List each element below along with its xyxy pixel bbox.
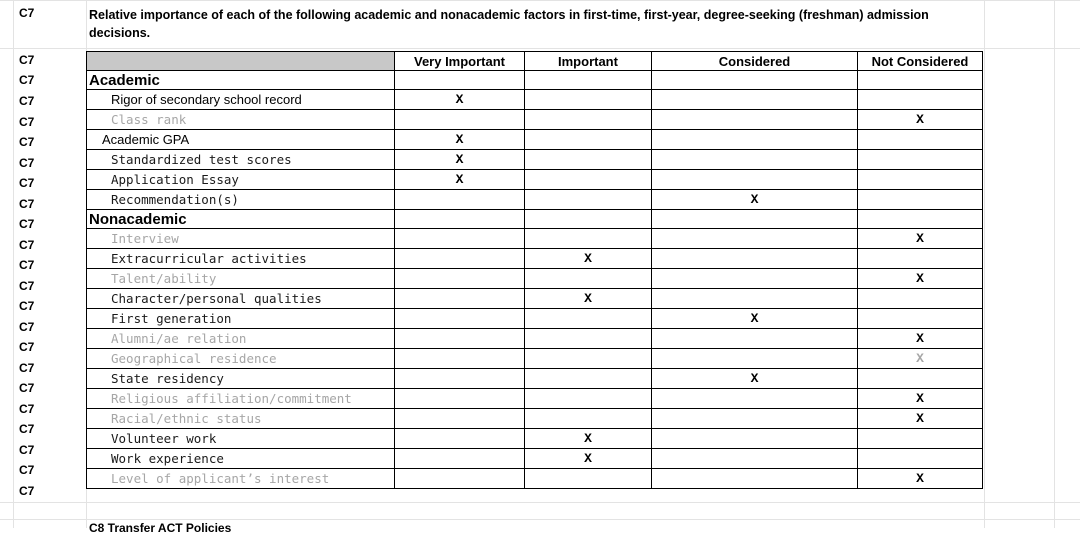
- table-row: [87, 309, 983, 329]
- row-code: C7: [19, 279, 35, 293]
- check-mark: X: [858, 349, 983, 369]
- row-code: C7: [19, 361, 35, 375]
- gridline: [0, 0, 1080, 1]
- row-code: C7: [19, 463, 35, 477]
- check-mark: X: [525, 429, 652, 449]
- row-code: C7: [19, 484, 35, 498]
- factor-label: Talent/ability: [87, 269, 395, 289]
- factor-label: Level of applicant’s interest: [87, 469, 395, 489]
- next-section-title: C8 Transfer ACT Policies: [89, 521, 232, 535]
- gridline: [1054, 0, 1055, 528]
- table-row: [87, 429, 983, 449]
- gridline: [0, 519, 1080, 520]
- check-mark: X: [395, 90, 525, 110]
- gridline: [984, 0, 985, 528]
- table-row: [87, 150, 983, 170]
- table-row: [87, 249, 983, 269]
- table-row: [87, 469, 983, 489]
- check-mark: X: [858, 409, 983, 429]
- check-mark: X: [652, 190, 858, 210]
- column-header-considered: Considered: [652, 52, 858, 71]
- check-mark: X: [858, 329, 983, 349]
- factor-label: Religious affiliation/commitment: [87, 389, 395, 409]
- row-code: C7: [19, 320, 35, 334]
- check-mark: X: [858, 389, 983, 409]
- section-row-academic: [87, 71, 983, 90]
- row-code: C7: [19, 299, 35, 313]
- factor-label: Alumni/ae relation: [87, 329, 395, 349]
- question-title: Relative importance of each of the following academic and nonacademic factors in first-time, first-year, degree-seeking (freshman) admission decisions.: [89, 8, 929, 40]
- row-code: C7: [19, 156, 35, 170]
- check-mark: X: [652, 369, 858, 389]
- check-mark: X: [525, 449, 652, 469]
- check-mark: X: [395, 150, 525, 170]
- table-row: [87, 449, 983, 469]
- factor-label: Racial/ethnic status: [87, 409, 395, 429]
- check-mark: X: [525, 249, 652, 269]
- row-code: C7: [19, 176, 35, 190]
- column-header-very-important: Very Important: [395, 52, 525, 71]
- factor-label: Geographical residence: [87, 349, 395, 369]
- table-row: [87, 409, 983, 429]
- table-row: [87, 329, 983, 349]
- header-blank-cell: [87, 52, 395, 71]
- check-mark: X: [525, 289, 652, 309]
- factor-label: Class rank: [87, 110, 395, 130]
- factor-label: Character/personal qualities: [87, 289, 395, 309]
- check-mark: X: [858, 229, 983, 249]
- check-mark: X: [858, 110, 983, 130]
- section-row-nonacademic: [87, 210, 983, 229]
- table-row: [87, 349, 983, 369]
- row-code: C7: [19, 422, 35, 436]
- factor-label: Academic GPA: [87, 130, 395, 150]
- factor-table: [86, 51, 983, 489]
- gridline: [13, 0, 14, 528]
- column-header-important: Important: [525, 52, 652, 71]
- table-row: [87, 369, 983, 389]
- check-mark: X: [858, 469, 983, 489]
- table-row: [87, 229, 983, 249]
- check-mark: X: [652, 309, 858, 329]
- factor-label: State residency: [87, 369, 395, 389]
- row-code: C7: [19, 258, 35, 272]
- factor-label: Volunteer work: [87, 429, 395, 449]
- row-code: C7: [19, 217, 35, 231]
- row-code: C7: [19, 135, 35, 149]
- row-code: C7: [19, 340, 35, 354]
- row-code: C7: [19, 402, 35, 416]
- row-code: C7: [19, 238, 35, 252]
- factor-label: Standardized test scores: [87, 150, 395, 170]
- factor-label: Recommendation(s): [87, 190, 395, 210]
- row-code: C7: [19, 53, 35, 67]
- section-heading: Academic: [87, 71, 395, 90]
- row-code: C7: [19, 443, 35, 457]
- table-row: [87, 389, 983, 409]
- section-heading: Nonacademic: [87, 210, 395, 229]
- table-row: [87, 289, 983, 309]
- table-row: [87, 110, 983, 130]
- table-row: [87, 130, 983, 150]
- row-code: C7: [19, 94, 35, 108]
- table-row: [87, 190, 983, 210]
- gridline: [0, 502, 1080, 503]
- check-mark: X: [395, 170, 525, 190]
- table-row: [87, 170, 983, 190]
- row-code: C7: [19, 197, 35, 211]
- column-header-not-considered: Not Considered: [858, 52, 983, 71]
- factor-label: First generation: [87, 309, 395, 329]
- factor-label: Work experience: [87, 449, 395, 469]
- row-code: C7: [19, 381, 35, 395]
- gridline: [0, 48, 1080, 49]
- factor-label: Rigor of secondary school record: [87, 90, 395, 110]
- factor-label: Application Essay: [87, 170, 395, 190]
- factor-label: Interview: [87, 229, 395, 249]
- row-code: C7: [19, 115, 35, 129]
- check-mark: X: [858, 269, 983, 289]
- row-code: C7: [19, 73, 35, 87]
- factor-label: Extracurricular activities: [87, 249, 395, 269]
- check-mark: X: [395, 130, 525, 150]
- row-code: C7: [19, 6, 35, 20]
- table-row: [87, 269, 983, 289]
- table-header-row: [87, 52, 983, 71]
- table-row: [87, 90, 983, 110]
